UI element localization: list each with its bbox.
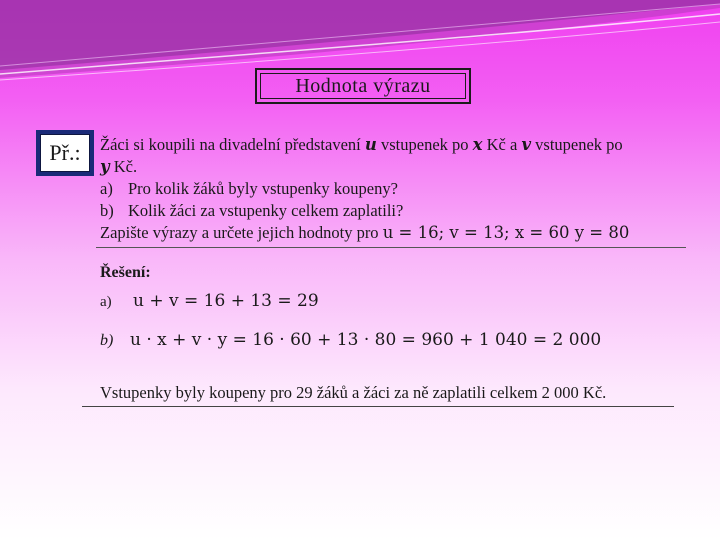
variable-values: u = 16; v = 13; x = 60 y = 80	[382, 223, 630, 242]
solution-b-expression: u · x + v · y = 16 · 60 + 13 · 80 = 960 + 1 040 = 2 000	[130, 330, 602, 350]
var-u: u	[364, 135, 377, 154]
var-v: v	[521, 135, 532, 154]
example-label: Př.:	[49, 140, 81, 165]
solution-heading: Řešení:	[100, 264, 151, 281]
title-box	[255, 68, 471, 104]
problem-instruction: Zapište výrazy a určete jejich hodnoty pro u = 16; v = 13; x = 60 y = 80	[100, 223, 630, 242]
problem-statement	[100, 134, 690, 244]
var-x: x	[472, 135, 483, 154]
page-title: Hodnota výrazu	[295, 74, 431, 97]
problem-line-1: Žáci si koupili na divadelní představení u vstupenek po x Kč a v vstupenek po	[100, 135, 623, 154]
solution-b-marker: b)	[100, 332, 114, 349]
divider-bottom	[82, 406, 674, 407]
divider-top	[96, 247, 686, 248]
solution-a-expression: u + v = 16 + 13 = 29	[133, 291, 319, 311]
var-y: y	[100, 157, 110, 176]
question-b: b) Kolik žáci za vstupenky celkem zaplatili?	[100, 201, 404, 220]
problem-line-2: y Kč.	[100, 157, 138, 176]
solution-a-marker: a)	[100, 294, 112, 310]
example-label-box	[36, 130, 94, 176]
answer-sentence: Vstupenky byly koupeny pro 29 žáků a žáci za ně zaplatili celkem 2 000 Kč.	[100, 383, 607, 402]
question-a: a) Pro kolik žáků byly vstupenky koupeny?	[100, 179, 398, 198]
